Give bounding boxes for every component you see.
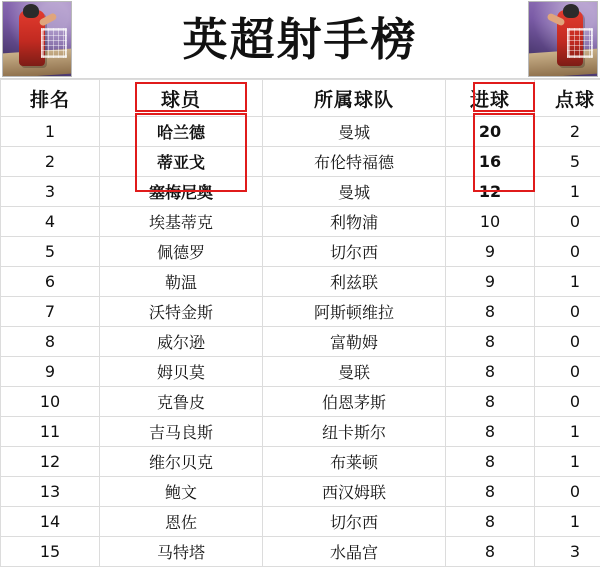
cell-penalties: 0 (535, 237, 600, 267)
cell-rank: 11 (1, 417, 100, 447)
cell-goals: 8 (446, 477, 535, 507)
cell-penalties: 0 (535, 207, 600, 237)
cell-penalties: 3 (535, 537, 600, 567)
cell-goals: 16 (446, 147, 535, 177)
cell-player: 威尔逊 (100, 327, 263, 357)
cell-penalties: 1 (535, 417, 600, 447)
cell-rank: 14 (1, 507, 100, 537)
cell-team: 富勒姆 (263, 327, 446, 357)
table-row (1, 537, 600, 567)
photo-net (567, 28, 593, 58)
photo-player-head (563, 4, 579, 18)
cell-team: 布伦特福德 (263, 147, 446, 177)
cell-rank: 2 (1, 147, 100, 177)
cell-team: 切尔西 (263, 237, 446, 267)
cell-player: 马特塔 (100, 537, 263, 567)
cell-goals: 8 (446, 537, 535, 567)
cell-penalties: 0 (535, 297, 600, 327)
cell-player: 吉马良斯 (100, 417, 263, 447)
table-row (1, 357, 600, 387)
cell-player: 埃基蒂克 (100, 207, 263, 237)
table-row (1, 207, 600, 237)
cell-team: 利物浦 (263, 207, 446, 237)
cell-player: 蒂亚戈 (100, 147, 263, 177)
cell-goals: 8 (446, 357, 535, 387)
cell-player: 佩德罗 (100, 237, 263, 267)
cell-goals: 8 (446, 327, 535, 357)
cell-rank: 8 (1, 327, 100, 357)
table-header-row (1, 80, 600, 117)
photo-net (41, 28, 67, 58)
cell-goals: 8 (446, 297, 535, 327)
table-row (1, 237, 600, 267)
cell-team: 曼联 (263, 357, 446, 387)
cell-penalties: 1 (535, 177, 600, 207)
cell-rank: 5 (1, 237, 100, 267)
table-row (1, 387, 600, 417)
cell-penalties: 1 (535, 447, 600, 477)
cell-team: 利兹联 (263, 267, 446, 297)
column-header-penalties: 点球 (535, 80, 600, 117)
cell-player: 克鲁皮 (100, 387, 263, 417)
cell-goals: 8 (446, 507, 535, 537)
cell-penalties: 1 (535, 267, 600, 297)
cell-team: 曼城 (263, 117, 446, 147)
cell-penalties: 1 (535, 507, 600, 537)
table-row (1, 417, 600, 447)
cell-goals: 10 (446, 207, 535, 237)
cell-player: 沃特金斯 (100, 297, 263, 327)
cell-player: 姆贝莫 (100, 357, 263, 387)
cell-penalties: 2 (535, 117, 600, 147)
table-row (1, 507, 600, 537)
page-title: 英超射手榜 (74, 17, 526, 62)
cell-team: 阿斯顿维拉 (263, 297, 446, 327)
cell-rank: 1 (1, 117, 100, 147)
table-row (1, 477, 600, 507)
cell-player: 鲍文 (100, 477, 263, 507)
cell-player: 勒温 (100, 267, 263, 297)
cell-rank: 3 (1, 177, 100, 207)
cell-penalties: 0 (535, 327, 600, 357)
table-row (1, 117, 600, 147)
cell-rank: 15 (1, 537, 100, 567)
cell-player: 塞梅尼奥 (100, 177, 263, 207)
cell-team: 西汉姆联 (263, 477, 446, 507)
cell-rank: 10 (1, 387, 100, 417)
cell-goals: 8 (446, 417, 535, 447)
cell-team: 纽卡斯尔 (263, 417, 446, 447)
column-header-rank: 排名 (1, 80, 100, 117)
right-photo (528, 1, 598, 77)
cell-rank: 13 (1, 477, 100, 507)
table-row (1, 447, 600, 477)
cell-goals: 20 (446, 117, 535, 147)
cell-team: 曼城 (263, 177, 446, 207)
cell-team: 水晶宫 (263, 537, 446, 567)
cell-goals: 9 (446, 237, 535, 267)
cell-goals: 12 (446, 177, 535, 207)
column-header-player: 球员 (100, 80, 263, 117)
table-row (1, 267, 600, 297)
cell-team: 伯恩茅斯 (263, 387, 446, 417)
column-header-team: 所属球队 (263, 80, 446, 117)
scorers-table (0, 79, 600, 567)
cell-goals: 8 (446, 387, 535, 417)
cell-team: 布莱顿 (263, 447, 446, 477)
cell-penalties: 0 (535, 387, 600, 417)
cell-goals: 9 (446, 267, 535, 297)
cell-penalties: 0 (535, 357, 600, 387)
table-row (1, 297, 600, 327)
title-band (0, 0, 600, 79)
column-header-goals: 进球 (446, 80, 535, 117)
cell-penalties: 0 (535, 477, 600, 507)
table-row (1, 147, 600, 177)
cell-team: 切尔西 (263, 507, 446, 537)
cell-rank: 6 (1, 267, 100, 297)
cell-penalties: 5 (535, 147, 600, 177)
cell-rank: 4 (1, 207, 100, 237)
cell-goals: 8 (446, 447, 535, 477)
table-row (1, 327, 600, 357)
cell-player: 哈兰德 (100, 117, 263, 147)
cell-rank: 9 (1, 357, 100, 387)
photo-player-head (23, 4, 39, 18)
cell-rank: 12 (1, 447, 100, 477)
cell-rank: 7 (1, 297, 100, 327)
left-photo (2, 1, 72, 77)
cell-player: 恩佐 (100, 507, 263, 537)
table-row (1, 177, 600, 207)
cell-player: 维尔贝克 (100, 447, 263, 477)
